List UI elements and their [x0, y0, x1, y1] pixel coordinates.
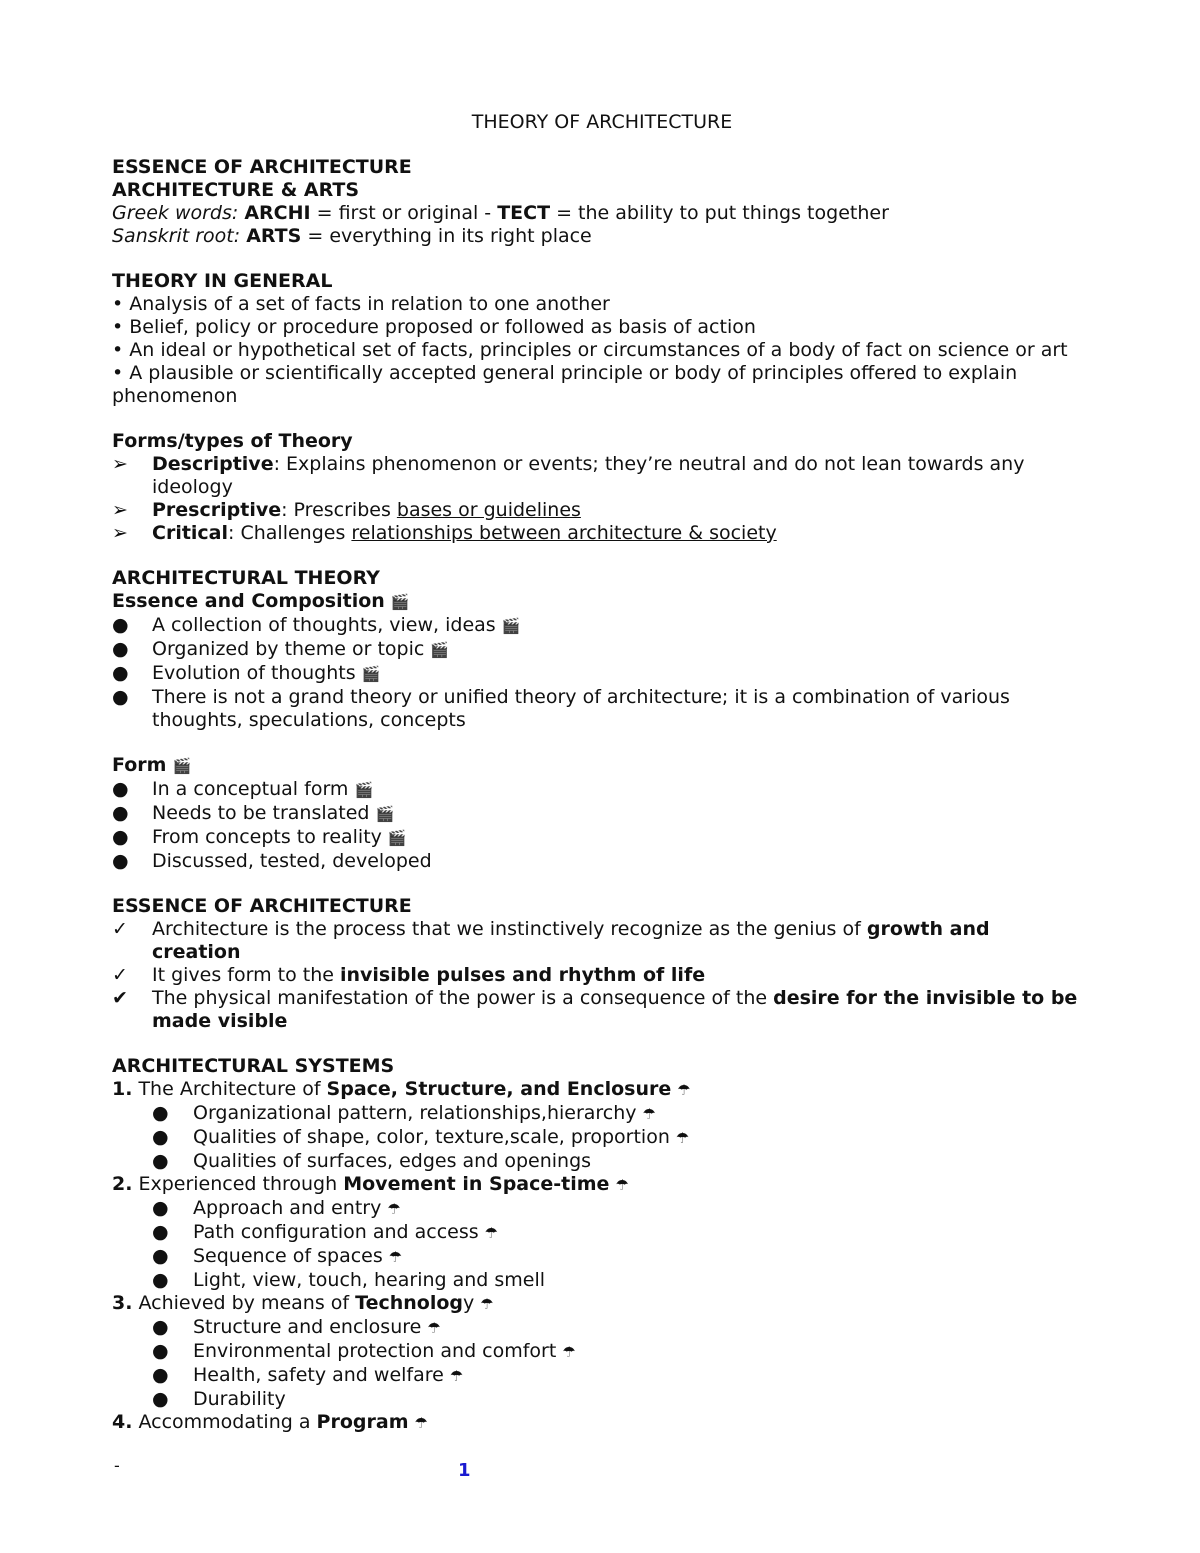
list-item: ● In a conceptual form 🎬	[112, 778, 374, 800]
essence2-list	[112, 918, 1082, 1033]
list-item: ➢ Critical: Challenges relationships between architecture & society	[112, 522, 777, 544]
umbrella-icon: ☂	[615, 1176, 629, 1194]
list-item: ● Environmental protection and comfort ☂	[152, 1340, 576, 1362]
list-item: ● Evolution of thoughts 🎬	[112, 662, 381, 684]
umbrella-icon: ☂	[414, 1414, 428, 1432]
list-item: ● Approach and entry ☂	[152, 1197, 401, 1219]
list-item: ✓ It gives form to the invisible pulses and rhythm of life	[112, 964, 706, 986]
list-item: ● Sequence of spaces ☂	[152, 1245, 403, 1267]
greek-line: Greek words: ARCHI = first or original - TECT = the ability to put things together	[112, 202, 889, 224]
essence2-heading: ESSENCE OF ARCHITECTURE	[112, 895, 412, 917]
list-item: ● Path configuration and access ☂	[152, 1221, 499, 1243]
list-item: ● A collection of thoughts, view, ideas 🎬	[112, 614, 521, 636]
theory-general-heading: THEORY IN GENERAL	[112, 270, 333, 292]
list-item: ● Durability	[152, 1388, 286, 1410]
clapperboard-icon: 🎬	[354, 781, 374, 799]
systems-item: 1. The Architecture of Space, Structure, and Enclosure ☂ ● Organizational pattern, relationships,hierarchy ☂ ● Qualities of shape, color, texture,scale, proportion ☂ ● Qualities of surfaces, edges and openings	[112, 1078, 1082, 1173]
systems-item: 2. Experienced through Movement in Space-time ☂ ● Approach and entry ☂ ● Path configuration and access ☂ ● Sequence of spaces ☂ ● Light, view, touch, hearing and smell	[112, 1173, 1082, 1292]
umbrella-icon: ☂	[677, 1081, 691, 1099]
theory-general-item: • Belief, policy or procedure proposed or followed as basis of action	[112, 316, 756, 338]
essence-composition-heading: Essence and Composition 🎬	[112, 590, 410, 612]
footer-dot: -	[114, 1456, 120, 1475]
umbrella-icon: ☂	[675, 1129, 690, 1147]
list-item: ✔ The physical manifestation of the power is a consequence of the desire for the invisible to be made visible	[112, 987, 1078, 1032]
systems-item: 4. Accommodating a Program ☂	[112, 1411, 428, 1433]
arts-heading: ARCHITECTURE & ARTS	[112, 179, 360, 201]
page-title: THEORY OF ARCHITECTURE	[471, 111, 733, 133]
systems-list	[112, 1078, 1082, 1435]
theory-general-item: • An ideal or hypothetical set of facts, principles or circumstances of a body of fact on science or art	[112, 339, 1068, 361]
form-list	[112, 778, 1082, 873]
list-item: ● From concepts to reality 🎬	[112, 826, 407, 848]
list-item: ● Health, safety and welfare ☂	[152, 1364, 464, 1386]
list-item: ● Organizational pattern, relationships,hierarchy ☂	[152, 1102, 656, 1124]
document-page	[112, 111, 1082, 1435]
arch-theory-heading: ARCHITECTURAL THEORY	[112, 567, 380, 589]
umbrella-icon: ☂	[484, 1224, 499, 1242]
theory-general-item: • Analysis of a set of facts in relation to one another	[112, 293, 610, 315]
clapperboard-icon: 🎬	[430, 641, 450, 659]
list-item: ● Discussed, tested, developed	[112, 850, 432, 872]
page-number: 1	[458, 1460, 471, 1481]
clapperboard-icon: 🎬	[390, 593, 410, 611]
essence-heading: ESSENCE OF ARCHITECTURE	[112, 156, 412, 178]
umbrella-icon: ☂	[480, 1295, 494, 1313]
systems-item: 3. Achieved by means of Technology ☂ ● Structure and enclosure ☂ ● Environmental protection and comfort ☂ ● Health, safety and welfare ☂ ● Durability	[112, 1292, 1082, 1411]
list-item: ● Structure and enclosure ☂	[152, 1316, 441, 1338]
systems-heading: ARCHITECTURAL SYSTEMS	[112, 1055, 395, 1077]
list-item: ➢ Descriptive: Explains phenomenon or events; they’re neutral and do not lean towards any ideology	[112, 453, 1025, 498]
arch-theory-list	[112, 614, 1082, 732]
theory-general-item: • A plausible or scientifically accepted general principle or body of principles offered to explain phenomenon	[112, 362, 1018, 407]
clapperboard-icon: 🎬	[172, 757, 192, 775]
umbrella-icon: ☂	[427, 1319, 441, 1337]
list-item: ● There is not a grand theory or unified theory of architecture; it is a combination of various thoughts, speculations, concepts	[112, 686, 1010, 731]
sanskrit-line: Sanskrit root: ARTS = everything in its right place	[112, 225, 592, 247]
forms-types-list	[112, 453, 1082, 545]
form-heading: Form 🎬	[112, 754, 192, 776]
clapperboard-icon: 🎬	[375, 805, 395, 823]
umbrella-icon: ☂	[449, 1367, 464, 1385]
umbrella-icon: ☂	[388, 1248, 403, 1266]
clapperboard-icon: 🎬	[501, 617, 521, 635]
list-item: ● Qualities of surfaces, edges and openings	[152, 1150, 592, 1172]
list-item: ● Qualities of shape, color, texture,scale, proportion ☂	[152, 1126, 690, 1148]
list-item: ● Light, view, touch, hearing and smell	[152, 1269, 546, 1291]
umbrella-icon: ☂	[562, 1343, 576, 1361]
list-item: ➢ Prescriptive: Prescribes bases or guidelines	[112, 499, 581, 521]
clapperboard-icon: 🎬	[387, 829, 407, 847]
umbrella-icon: ☂	[642, 1105, 656, 1123]
clapperboard-icon: 🎬	[361, 665, 381, 683]
forms-types-heading: Forms/types of Theory	[112, 430, 353, 452]
list-item: ● Needs to be translated 🎬	[112, 802, 395, 824]
list-item: ✓ Architecture is the process that we instinctively recognize as the genius of growth and creation	[112, 918, 990, 963]
list-item: ● Organized by theme or topic 🎬	[112, 638, 450, 660]
umbrella-icon: ☂	[387, 1200, 401, 1218]
